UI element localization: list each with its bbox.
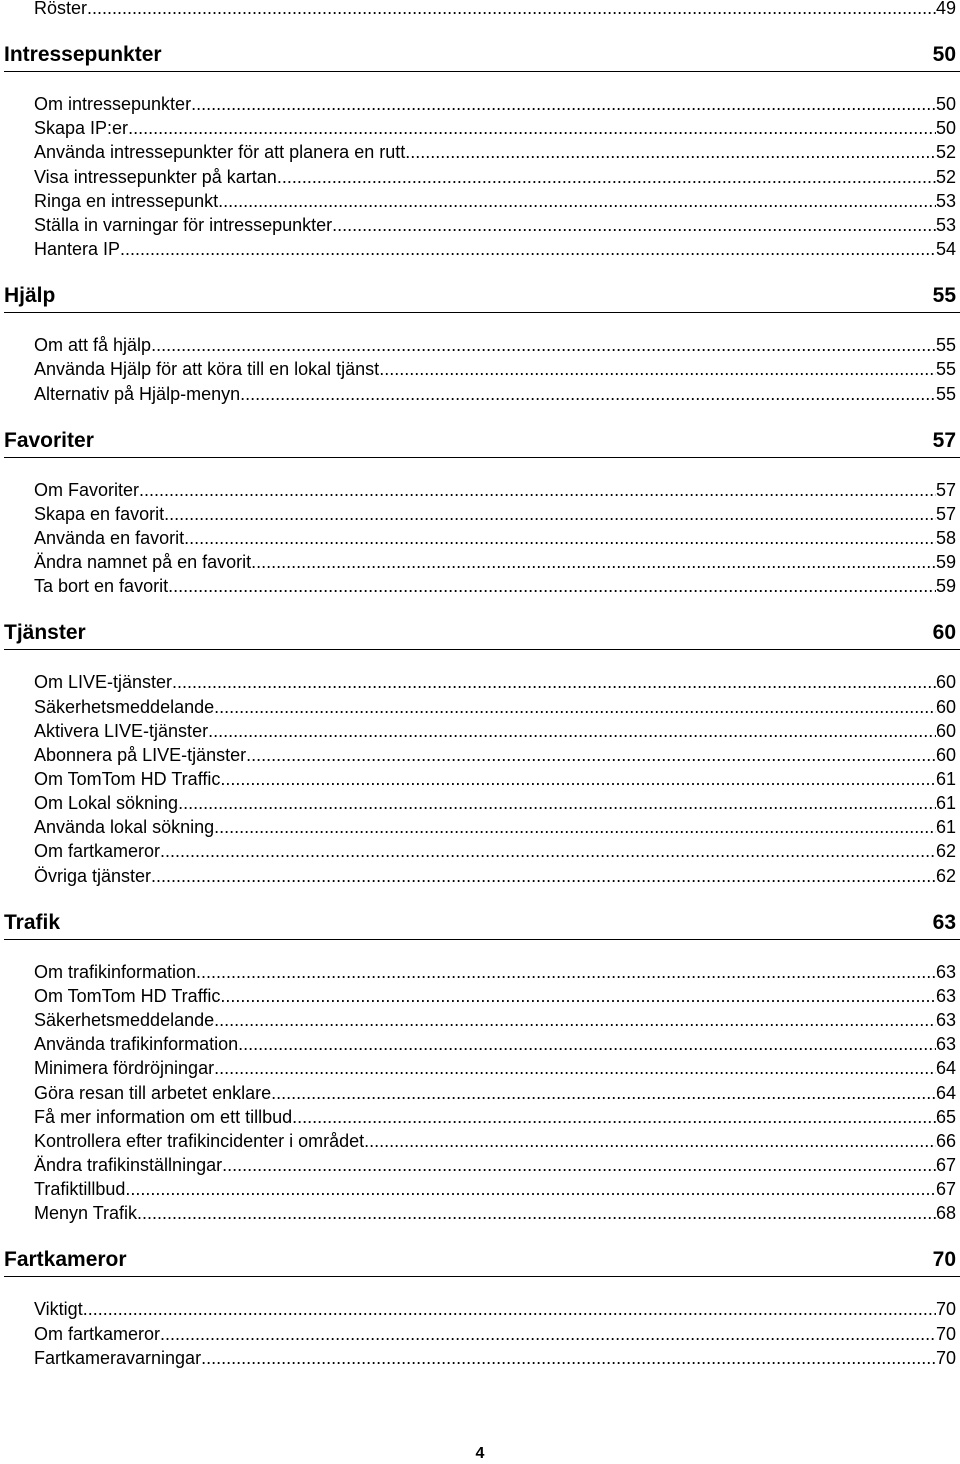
dot-leader <box>240 382 936 406</box>
toc-entry-title: Om intressepunkter <box>34 94 192 115</box>
dot-leader <box>208 719 936 743</box>
toc-entry[interactable] <box>34 213 956 237</box>
dot-leader <box>214 1008 936 1032</box>
dot-leader <box>251 550 936 574</box>
toc-entry-title: Trafiktillbud <box>34 1179 126 1200</box>
toc-entry[interactable] <box>34 1081 956 1105</box>
toc-entry-title: Kontrollera efter trafikincidenter i området <box>34 1130 365 1151</box>
toc-entry-page: 65 <box>935 1106 956 1127</box>
toc-entry-title: Om att få hjälp <box>34 335 152 356</box>
toc-entry-title: Fartkameravarningar <box>34 1347 202 1368</box>
toc-entry-title: Visa intressepunkter på kartan <box>34 166 277 187</box>
toc-entry[interactable] <box>34 1177 956 1201</box>
toc-chapter-page: 63 <box>932 910 956 934</box>
dot-leader <box>125 1177 936 1201</box>
toc-entry-page: 54 <box>935 239 956 260</box>
toc-entry[interactable] <box>34 502 956 526</box>
toc-entry-title: Använda Hjälp för att köra till en lokal tjänst <box>34 359 380 380</box>
toc-entry-title: Om fartkameror <box>34 841 161 862</box>
toc-entry-page: 67 <box>935 1154 956 1175</box>
dot-leader <box>214 1056 936 1080</box>
toc-chapter-title: Fartkameror <box>4 1248 127 1272</box>
toc-entry-title: Ändra namnet på en favorit <box>34 552 252 573</box>
toc-chapter[interactable] <box>4 908 956 938</box>
toc-entry-page: 49 <box>935 0 956 18</box>
toc-entry[interactable] <box>34 1346 956 1370</box>
toc-entry-title: Övriga tjänster <box>34 865 152 886</box>
toc-entry-page: 55 <box>935 359 956 380</box>
toc-entry[interactable] <box>34 333 956 357</box>
dot-leader <box>128 116 936 140</box>
toc-chapter-title: Tjänster <box>4 621 86 645</box>
toc-entry[interactable] <box>34 960 956 984</box>
toc-chapter-title: Favoriter <box>4 428 94 452</box>
toc-entry-page: 61 <box>935 793 956 814</box>
toc-entry-page: 55 <box>935 383 956 404</box>
toc-entry-page: 60 <box>935 744 956 765</box>
toc-entry-page: 52 <box>935 166 956 187</box>
toc-entry-page: 59 <box>935 552 956 573</box>
toc-entry[interactable] <box>34 743 956 767</box>
toc-entry[interactable] <box>34 670 956 694</box>
toc-chapter-page: 70 <box>932 1248 956 1272</box>
toc-chapter[interactable] <box>4 618 956 648</box>
toc-entry-title: Använda lokal sökning <box>34 817 215 838</box>
toc-entry-title: Säkerhetsmeddelande <box>34 696 215 717</box>
toc-entry-page: 60 <box>935 720 956 741</box>
toc-entry-title: Ringa en intressepunkt <box>34 190 219 211</box>
toc-entry-title: Om TomTom HD Traffic <box>34 985 221 1006</box>
toc-chapter-title: Intressepunkter <box>4 43 162 67</box>
dot-leader <box>277 165 936 189</box>
dot-leader <box>160 839 936 863</box>
toc-entry[interactable] <box>34 550 956 574</box>
toc-entry[interactable] <box>34 1201 956 1225</box>
toc-entry-title: Minimera fördröjningar <box>34 1058 215 1079</box>
toc-entry[interactable] <box>34 237 956 261</box>
dot-leader <box>238 1032 936 1056</box>
toc-entry[interactable] <box>34 719 956 743</box>
dot-leader <box>405 140 936 164</box>
toc-entry-page: 62 <box>935 841 956 862</box>
toc-entry-title: Säkerhetsmeddelande <box>34 1010 215 1031</box>
toc-entry[interactable] <box>34 767 956 791</box>
toc-entry-page: 59 <box>935 576 956 597</box>
toc-entry-page: 53 <box>935 214 956 235</box>
dot-leader <box>172 670 936 694</box>
toc-chapter-page: 55 <box>932 284 956 308</box>
dot-leader <box>364 1129 936 1153</box>
toc-chapter[interactable] <box>4 281 956 311</box>
toc-entry-title: Om Favoriter <box>34 479 140 500</box>
toc-entry[interactable] <box>34 1105 956 1129</box>
toc-entry-title: Ändra trafikinställningar <box>34 1154 223 1175</box>
toc-chapter[interactable] <box>4 1245 956 1275</box>
dot-leader <box>196 960 936 984</box>
toc-entry[interactable] <box>34 1153 956 1177</box>
toc-entry-page: 64 <box>935 1082 956 1103</box>
toc-entry-page: 60 <box>935 696 956 717</box>
dot-leader <box>139 478 936 502</box>
toc-entry[interactable] <box>34 116 956 140</box>
toc-entry-title: Använda en favorit <box>34 527 185 548</box>
toc-entry-title: Röster <box>34 0 88 18</box>
dot-leader <box>332 213 936 237</box>
toc-entry[interactable] <box>34 839 956 863</box>
toc-entry[interactable] <box>34 1056 956 1080</box>
toc-entry-page: 70 <box>935 1347 956 1368</box>
toc-entry-title: Menyn Trafik <box>34 1203 138 1224</box>
dot-leader <box>218 189 936 213</box>
toc-entry-page: 63 <box>935 961 956 982</box>
dot-leader <box>201 1346 936 1370</box>
dot-leader <box>191 92 936 116</box>
toc-entry[interactable] <box>34 1297 956 1321</box>
toc-entry-page: 63 <box>935 1010 956 1031</box>
toc-entry-page: 58 <box>935 527 956 548</box>
toc-entry-page: 55 <box>935 335 956 356</box>
toc-entry-title: Ställa in varningar för intressepunkter <box>34 214 333 235</box>
dot-leader <box>246 743 936 767</box>
toc-entry-title: Använda trafikinformation <box>34 1034 239 1055</box>
toc-entry[interactable] <box>34 0 956 20</box>
toc-entry-title: Om TomTom HD Traffic <box>34 769 221 789</box>
toc-entry-title: Hantera IP <box>34 239 121 260</box>
toc-entry[interactable] <box>34 189 956 213</box>
toc-entry-title: Göra resan till arbetet enklare <box>34 1082 272 1103</box>
toc-entry[interactable] <box>34 574 956 598</box>
toc-entry[interactable] <box>34 1322 956 1346</box>
toc-chapter-page: 50 <box>932 43 956 67</box>
dot-leader <box>87 0 936 20</box>
toc-chapter-page: 60 <box>932 621 956 645</box>
dot-leader <box>120 237 936 261</box>
toc-entry[interactable] <box>34 815 956 839</box>
toc-entry-page: 67 <box>935 1179 956 1200</box>
toc-entry-page: 62 <box>935 865 956 886</box>
toc-entry-page: 57 <box>935 503 956 524</box>
dot-leader <box>214 815 936 839</box>
dot-leader <box>83 1297 936 1321</box>
toc-entry-title: Om Lokal sökning <box>34 793 179 814</box>
toc-chapter[interactable] <box>4 40 956 70</box>
toc-entry[interactable] <box>34 1008 956 1032</box>
toc-entry[interactable] <box>34 791 956 815</box>
dot-leader <box>164 502 936 526</box>
toc-entry-title: Aktivera LIVE-tjänster <box>34 720 209 741</box>
toc-entry-page: 63 <box>935 1034 956 1055</box>
toc-chapter[interactable] <box>4 426 956 456</box>
page-number: 4 <box>475 1445 485 1462</box>
toc-entry-page: 53 <box>935 190 956 211</box>
toc-entry[interactable] <box>34 1032 956 1056</box>
toc-entry-page: 70 <box>935 1299 956 1320</box>
toc-entry[interactable] <box>34 165 956 189</box>
toc-entry-title: Ta bort en favorit <box>34 576 169 597</box>
dot-leader <box>220 767 936 791</box>
toc-entry-title: Skapa IP:er <box>34 118 129 139</box>
toc-entry-title: Få mer information om ett tillbud <box>34 1106 293 1127</box>
toc-entry-page: 61 <box>935 817 956 838</box>
toc-entry-title: Alternativ på Hjälp-menyn <box>34 383 241 404</box>
toc-entry-page: 60 <box>935 672 956 693</box>
dot-leader <box>184 526 936 550</box>
dot-leader <box>271 1081 936 1105</box>
dot-leader <box>292 1105 936 1129</box>
toc-entry-title: Viktigt <box>34 1299 83 1320</box>
toc-entry-title: Använda intressepunkter för att planera en rutt <box>34 142 406 163</box>
toc-entry-page: 61 <box>935 769 956 789</box>
toc-entry-page: 63 <box>935 985 956 1006</box>
toc-entry[interactable] <box>34 695 956 719</box>
toc-entry[interactable] <box>34 864 956 888</box>
toc-entry-title: Om trafikinformation <box>34 961 197 982</box>
toc-entry-title: Om LIVE-tjänster <box>34 672 173 693</box>
toc-entry-page: 64 <box>935 1058 956 1079</box>
dot-leader <box>160 1322 936 1346</box>
toc-entry-page: 68 <box>935 1203 956 1224</box>
toc-entry-title: Abonnera på LIVE-tjänster <box>34 744 247 765</box>
dot-leader <box>222 1153 936 1177</box>
toc-entry[interactable] <box>34 478 956 502</box>
toc-entry-page: 50 <box>935 94 956 115</box>
toc-chapter-page: 57 <box>932 428 956 452</box>
toc-entry[interactable] <box>34 1129 956 1153</box>
dot-leader <box>178 791 936 815</box>
toc-entry[interactable] <box>34 382 956 406</box>
toc-entry-page: 70 <box>935 1323 956 1344</box>
dot-leader <box>214 695 936 719</box>
toc-entry[interactable] <box>34 140 956 164</box>
dot-leader <box>137 1201 936 1225</box>
toc-entry[interactable] <box>34 92 956 116</box>
dot-leader <box>379 357 936 381</box>
toc-entry-title: Om fartkameror <box>34 1323 161 1344</box>
toc-chapter-title: Hjälp <box>4 284 56 308</box>
dot-leader <box>151 333 936 357</box>
toc-entry-page: 52 <box>935 142 956 163</box>
toc-entry[interactable] <box>34 526 956 550</box>
dot-leader <box>220 984 936 1008</box>
toc-entry-page: 66 <box>935 1130 956 1151</box>
toc-entry-page: 57 <box>935 479 956 500</box>
dot-leader <box>151 864 936 888</box>
toc-entry-page: 50 <box>935 118 956 139</box>
toc-entry[interactable] <box>34 984 956 1008</box>
toc-entry-title: Skapa en favorit <box>34 503 165 524</box>
toc-chapter-title: Trafik <box>4 910 61 934</box>
toc-entry[interactable] <box>34 357 956 381</box>
dot-leader <box>168 574 936 598</box>
